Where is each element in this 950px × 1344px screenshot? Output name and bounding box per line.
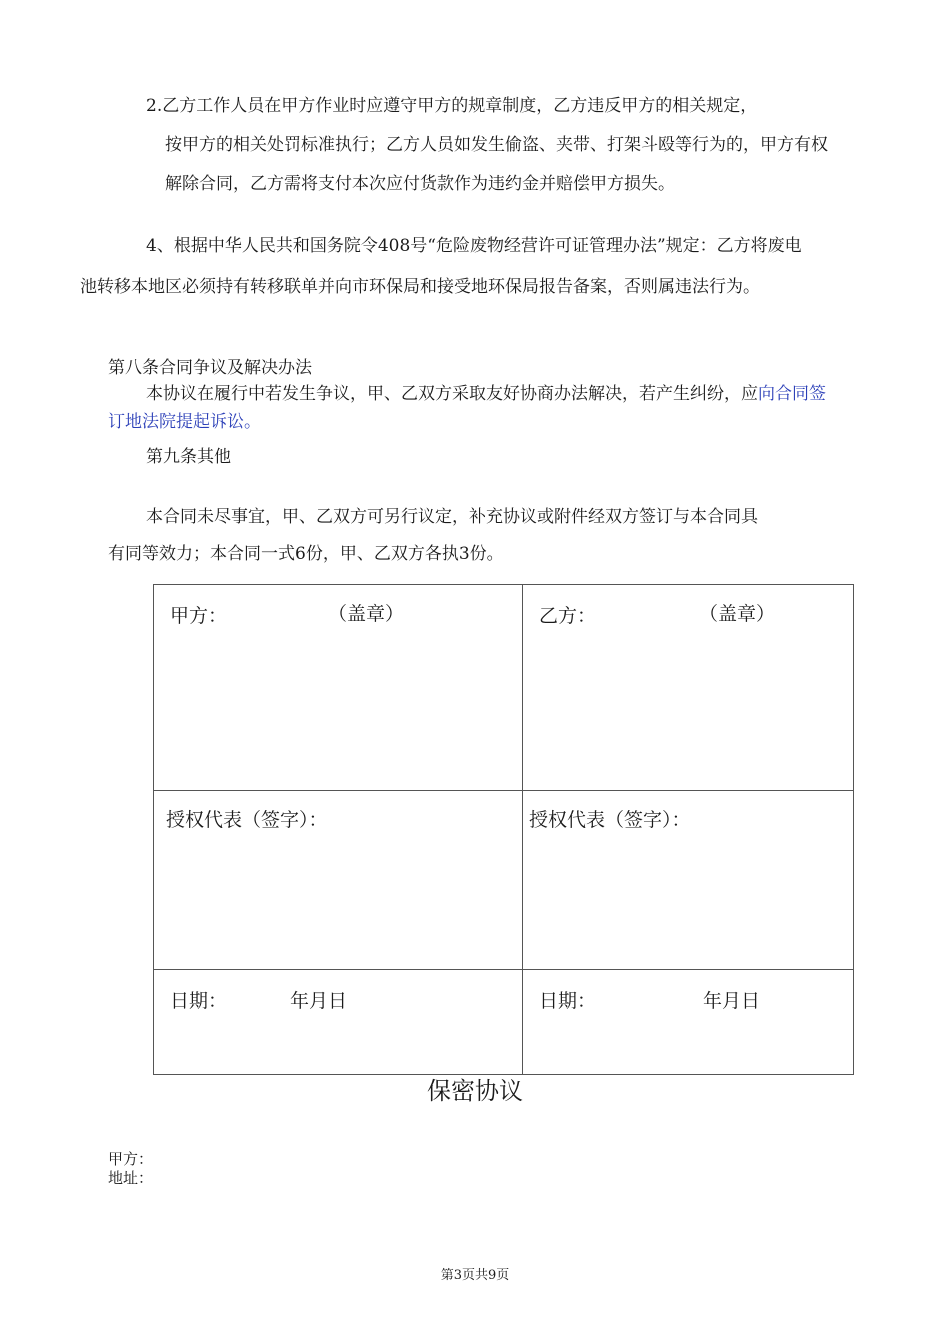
party-a-date-value: 年月日: [290, 990, 348, 1012]
clause8-body-text: 本协议在履行中若发生争议，甲、乙双方采取友好协商办法解决，若产生纠纷，应: [146, 384, 758, 404]
party-a-label: 甲方：: [170, 605, 228, 627]
confidentiality-title: 保密协议: [427, 1077, 523, 1105]
party-a-rep-cell[interactable]: [154, 791, 523, 970]
party-b-seal-label: （盖章）: [699, 603, 776, 625]
signature-table: [153, 584, 854, 1075]
party-b-rep-label: 授权代表（签字）：: [529, 809, 691, 831]
clause7-item2-line1: 2.乙方工作人员在甲方作业时应遵守甲方的规章制度，乙方违反甲方的相关规定，: [146, 96, 758, 116]
party-b-date-label: 日期：: [539, 990, 597, 1012]
page-number: 第3页共9页: [440, 1268, 510, 1283]
party-b-date-cell[interactable]: [523, 970, 854, 1075]
clause7-item2-line3: 解除合同，乙方需将支付本次应付货款作为违约金并赔偿甲方损失。: [165, 174, 675, 194]
confidentiality-address: 地址：: [108, 1169, 154, 1187]
party-b-rep-cell[interactable]: [523, 791, 854, 970]
party-b-seal-cell[interactable]: [523, 585, 854, 791]
party-a-rep-label: 授权代表（签字）：: [166, 809, 328, 831]
clause9-body-line2: 有同等效力；本合同一式6份，甲、乙双方各执3份。: [108, 544, 504, 564]
party-b-label: 乙方：: [539, 605, 597, 627]
clause8-court-link[interactable]: 向合同签: [758, 384, 826, 404]
clause8-heading: 第八条合同争议及解决办法: [108, 358, 312, 378]
party-a-seal-cell[interactable]: [154, 585, 523, 791]
party-a-date-label: 日期：: [170, 990, 228, 1012]
party-b-date-value: 年月日: [703, 990, 761, 1012]
party-a-seal-label: （盖章）: [328, 603, 405, 625]
clause7-item4-line2: 池转移本地区必须持有转移联单并向市环保局和接受地环保局报告备案，否则属违法行为。: [80, 277, 760, 297]
party-a-date-cell[interactable]: [154, 970, 523, 1075]
clause8-body-line1: [146, 383, 826, 405]
clause9-heading: 第九条其他: [146, 447, 231, 467]
clause7-item2-line2: 按甲方的相关处罚标准执行；乙方人员如发生偷盗、夹带、打架斗殴等行为的，甲方有权: [165, 135, 828, 155]
clause8-body-line2[interactable]: 订地法院提起诉讼。: [108, 412, 261, 432]
clause7-item4-line1: 4、根据中华人民共和国务院令408号“危险废物经营许可证管理办法”规定：乙方将废电: [146, 236, 802, 256]
confidentiality-party-a: 甲方：: [108, 1150, 154, 1168]
clause9-body-line1: 本合同未尽事宜，甲、乙双方可另行议定，补充协议或附件经双方签订与本合同具: [146, 507, 758, 527]
